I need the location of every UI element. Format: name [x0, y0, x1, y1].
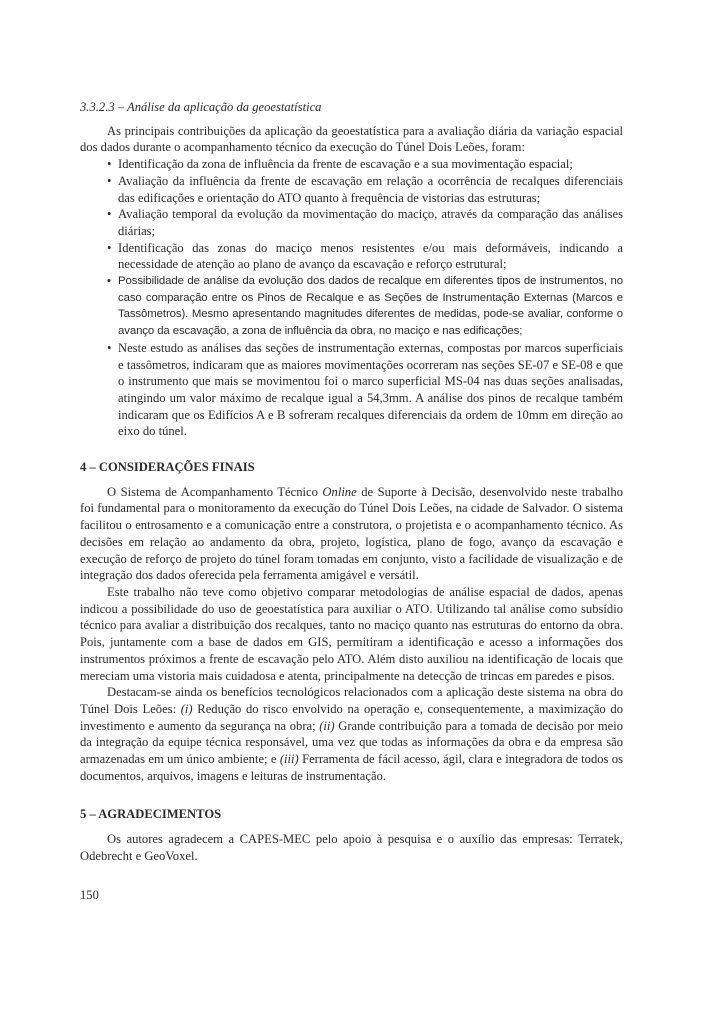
bullet-item: • Avaliação temporal da evolução da movimentação do maciço, através da comparação das análises diárias; — [107, 206, 623, 239]
emphasis-text: (iii) — [279, 752, 299, 767]
emphasis-text: Online — [322, 484, 357, 499]
paragraph-text: Redução do risco envolvido na operação e, consequentemente, a maximização do investimento e aumento da segurança na obra; — [80, 701, 623, 733]
page-number: 150 — [80, 887, 99, 902]
bullet-item: • Neste estudo as análises das seções de instrumentação externas, compostas por marcos superficiais e tassômetros, indicaram que as maiores movimentações ocorreram nas seções SE-07 e SE-08 e que o instrumento que mais se movimentou foi o marco superficial MS-04 nas duas seções analisadas, atingindo um valor máximo de recalque igual a 54,3mm. A análise dos pinos de recalque também indicaram que os Edifícios A e B sofreram recalques diferenciais da ordem de 10mm em direção ao eixo do túnel. — [107, 340, 623, 440]
bullet-item: • Possibilidade de análise da evolução dos dados de recalque em diferentes tipos de instrumentos, no caso comparação entre os Pinos de Recalque e as Seções de Instrumentação Externas (Marcos e Tassômetros). Mesmo apresentando magnitudes diferentes de medidas, pode-se avaliar, conforme o avanço da escavação, a zona de influência da obra, no maciço e nas edificações; — [107, 273, 623, 340]
emphasis-text: (ii) — [319, 718, 335, 733]
bullet-list — [80, 156, 623, 440]
paragraph: Os autores agradecem a CAPES-MEC pelo apoio à pesquisa e o auxílio das empresas: Terratek, Odebrecht e GeoVoxel. — [80, 832, 623, 863]
section-heading-conclusions: 4 – CONSIDERAÇÕES FINAIS — [80, 460, 255, 475]
page-content — [80, 99, 623, 903]
paragraph-text: de Suporte à Decisão, desenvolvido neste trabalho foi fundamental para o monitoramento da execução do Túnel Dois Leões, na cidade de Salvador. O sistema facilitou o entrosamento e a comunicação entre a construtora, o projetista e o acompanhamento técnico. As decisões em relação ao andamento da obra, projeto, logística, plano de fogo, avanço da escavação e execução de reforço de projeto do túnel foram tomadas em conjunto, visto a facilidade de visualização e de integração dos dados oferecida pela ferramenta amigável e versátil. — [80, 484, 623, 583]
paragraph-text: Destacam-se ainda os benefícios tecnológicos relacionados com a aplicação deste sistema na obra do Túnel Dois Leões: — [80, 685, 623, 716]
paragraph — [80, 684, 623, 784]
bullet-item: • Identificação das zonas do maciço menos resistentes e/ou mais deformáveis, indicando a necessidade de atenção ao plano de avanço da escavação e reforço estrutural; — [107, 240, 623, 273]
subsection-title: 3.3.2.3 – Análise da aplicação da geoestatística — [80, 100, 322, 114]
paragraph: Este trabalho não teve como objetivo comparar metodologias de análise espacial de dados, apenas indicou a possibilidade do uso de geoestatística para auxiliar o ATO. Utilizando tal análise como subsídio técnico para avaliar a distribuição dos recalques, tanto no maciço quanto nas estruturas do entorno da obra. Pois, juntamente com a base de dados em GIS, permitiram a identificação e acesso a informações dos instrumentos próximos a frente de escavação pelo ATO. Além disto auxiliou na identificação de locais que mereciam uma vistoria mais cuidadosa e atenta, principalmente na detecção de trincas em paredes e pisos. — [80, 584, 623, 683]
bullet-item: • Identificação da zona de influência da frente de escavação e a sua movimentação espacial; — [107, 156, 623, 173]
emphasis-text: (i) — [180, 701, 193, 716]
paragraph — [80, 484, 623, 584]
bullet-item: • Avaliação da influência da frente de escavação em relação a ocorrência de recalques diferenciais das edificações e orientação do ATO quanto à frequência de vistorias das estruturas; — [107, 173, 623, 206]
section-heading-acknowledgements: 5 – AGRADECIMENTOS — [80, 807, 222, 822]
paragraph-text: Ferramenta de fácil acesso, ágil, clara e integradora de todos os documentos, arquivos, imagens e leituras de instrumentação. — [80, 752, 623, 783]
paragraph-text: O Sistema de Acompanhamento Técnico — [107, 484, 323, 499]
paragraph-text: Grande contribuição para a tomada de decisão por meio da integração da equipe técnica responsável, uma vez que todas as informações da obra e da empresa são armazenadas em um único ambiente; e — [80, 718, 623, 767]
subsection-intro: As principais contribuições da aplicação da geoestatística para a avaliação diária da variação espacial dos dados durante o acompanhamento técnico da execução do Túnel Dois Leões, foram: — [80, 123, 623, 155]
